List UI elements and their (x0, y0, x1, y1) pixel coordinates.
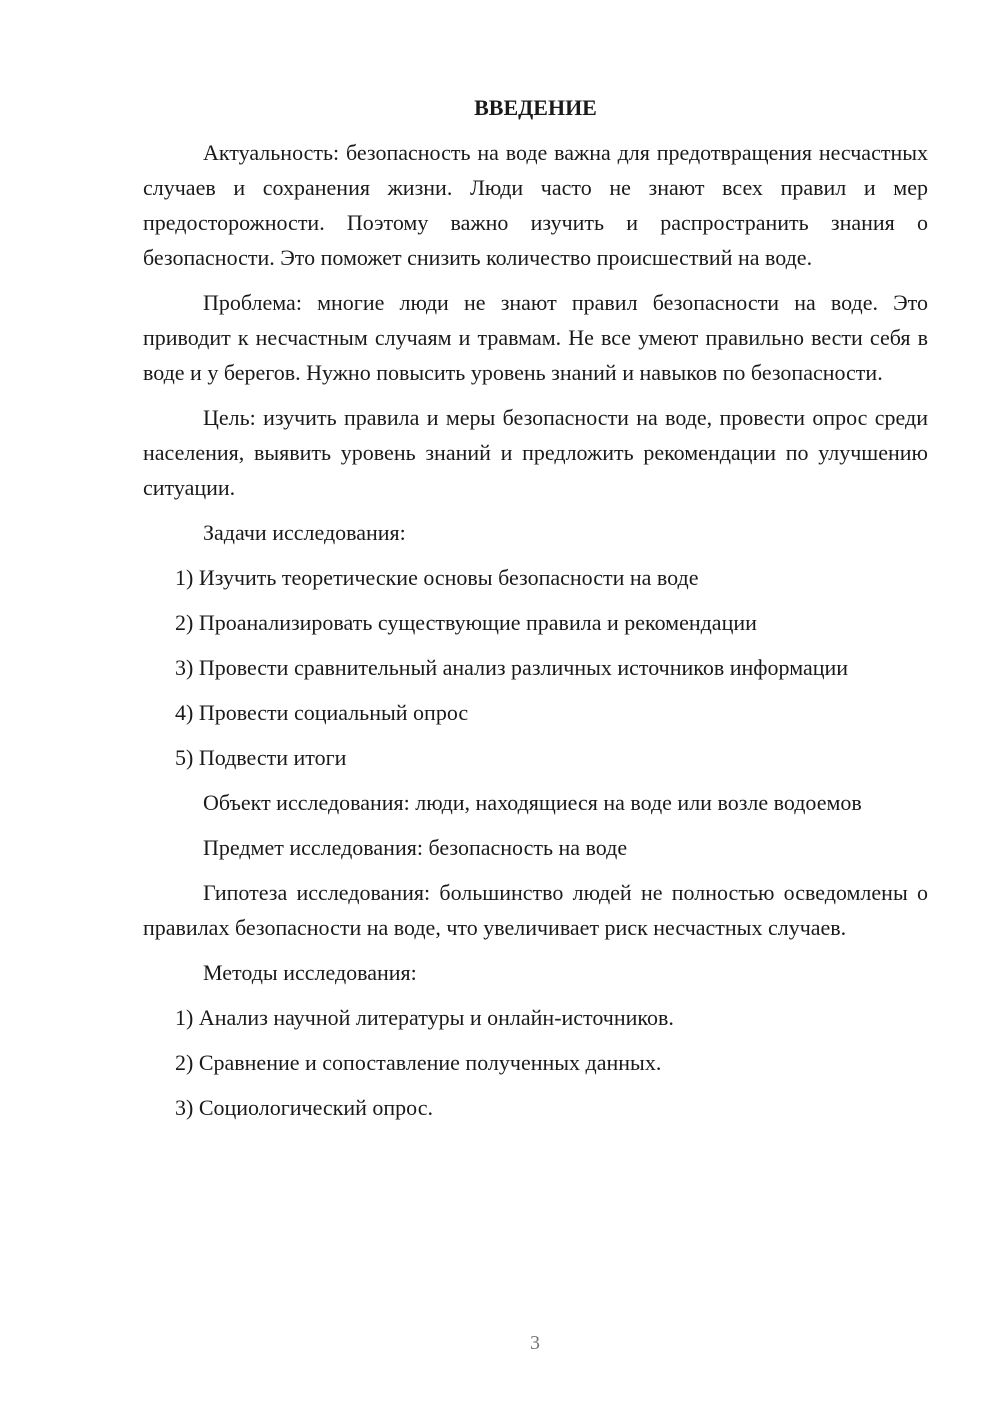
tasks-heading: Задачи исследования: (203, 520, 406, 545)
goal-paragraph: Цель: изучить правила и меры безопасности на воде, провести опрос среди населения, выявить уровень знаний и предложить рекомендации по улучшению ситуации. (143, 405, 928, 500)
task-item: 1) Изучить теоретические основы безопасности на воде (175, 565, 699, 590)
object-paragraph: Объект исследования: люди, находящиеся на воде или возле водоемов (203, 790, 862, 815)
hypothesis-paragraph: Гипотеза исследования: большинство людей не полностью осведомлены о правилах безопасности на воде, что увеличивает риск несчастных случаев. (143, 880, 928, 940)
methods-heading: Методы исследования: (203, 960, 417, 985)
method-item: 1) Анализ научной литературы и онлайн-источников. (175, 1005, 674, 1030)
relevance-paragraph: Актуальность: безопасность на воде важна для предотвращения несчастных случаев и сохранения жизни. Люди часто не знают всех правил и мер предосторожности. Поэтому важно изучить и распространить знания о безопасности. Это поможет снизить количество происшествий на воде. (143, 140, 928, 270)
subject-paragraph: Предмет исследования: безопасность на воде (203, 835, 628, 860)
problem-paragraph: Проблема: многие люди не знают правил безопасности на воде. Это приводит к несчастным случаям и травмам. Не все умеют правильно вести себя в воде и у берегов. Нужно повысить уровень знаний и навыков по безопасности. (143, 290, 928, 385)
task-item: 4) Провести социальный опрос (175, 700, 469, 725)
document-title: ВВЕДЕНИЕ (474, 95, 597, 120)
method-item: 2) Сравнение и сопоставление полученных данных. (175, 1050, 662, 1075)
method-item: 3) Социологический опрос. (175, 1095, 433, 1120)
document-page (143, 90, 928, 1135)
task-item: 3) Провести сравнительный анализ различных источников информации (175, 655, 849, 680)
page-number: 3 (530, 1332, 540, 1354)
task-item: 2) Проанализировать существующие правила и рекомендации (175, 610, 757, 635)
task-item: 5) Подвести итоги (175, 745, 347, 770)
